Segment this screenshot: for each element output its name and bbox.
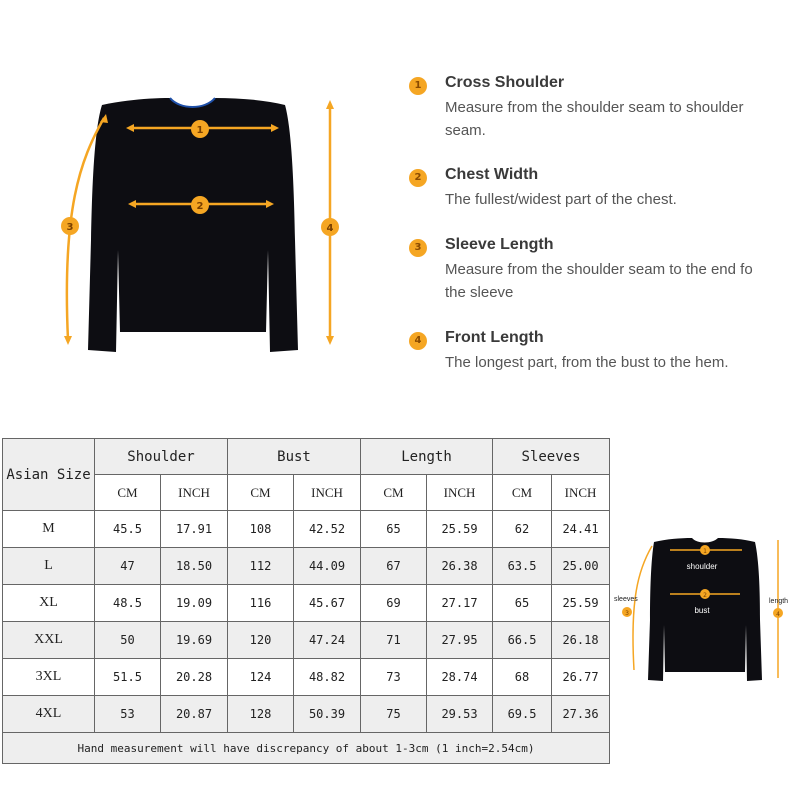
table-cell: 66.5 xyxy=(493,622,552,659)
table-cell: 112 xyxy=(228,548,294,585)
mini-label-length: length xyxy=(769,598,789,605)
size-chart-table xyxy=(2,438,610,764)
table-cell: 50 xyxy=(95,622,161,659)
table-cell: 26.77 xyxy=(552,659,610,696)
table-cell: 20.28 xyxy=(161,659,228,696)
number-badge: 1 xyxy=(409,77,427,95)
table-cell: 18.50 xyxy=(161,548,228,585)
unit-header: INCH xyxy=(552,475,610,511)
table-cell: 65 xyxy=(493,585,552,622)
table-cell: 51.5 xyxy=(95,659,161,696)
table-cell: 62 xyxy=(493,511,552,548)
table-cell: 28.74 xyxy=(427,659,493,696)
unit-header: CM xyxy=(493,475,552,511)
bust-header: Bust xyxy=(228,439,361,475)
size-label: 3XL xyxy=(3,659,95,696)
marker-shoulder xyxy=(191,120,209,138)
table-cell: 27.95 xyxy=(427,622,493,659)
table-cell: 50.39 xyxy=(294,696,361,733)
size-label: XXL xyxy=(3,622,95,659)
measurement-note: Hand measurement will have discrepancy of about 1-3cm (1 inch=2.54cm) xyxy=(3,733,610,764)
table-cell: 26.38 xyxy=(427,548,493,585)
table-cell: 73 xyxy=(361,659,427,696)
size-label: L xyxy=(3,548,95,585)
size-table-body xyxy=(3,511,610,733)
unit-header: CM xyxy=(228,475,294,511)
table-cell: 29.53 xyxy=(427,696,493,733)
table-cell: 27.17 xyxy=(427,585,493,622)
table-cell: 124 xyxy=(228,659,294,696)
guide-description: Measure from the shoulder seam to shoulder seam. xyxy=(445,99,744,139)
guide-title: Cross Shoulder xyxy=(445,74,565,91)
sleeves-header: Sleeves xyxy=(493,439,610,475)
table-cell: 26.18 xyxy=(552,622,610,659)
table-row xyxy=(3,696,610,733)
table-cell: 19.09 xyxy=(161,585,228,622)
marker-label-4: 4 xyxy=(326,223,334,234)
marker-label-1: 1 xyxy=(196,125,204,136)
mini-marker-3: 3 xyxy=(625,610,629,617)
shirt-silhouette xyxy=(88,98,298,352)
table-cell: 45.5 xyxy=(95,511,161,548)
unit-header: CM xyxy=(361,475,427,511)
guide-title: Front Length xyxy=(445,329,544,346)
table-cell: 25.59 xyxy=(552,585,610,622)
table-row xyxy=(3,585,610,622)
unit-header: INCH xyxy=(427,475,493,511)
number-badge: 3 xyxy=(409,239,427,257)
shirt-measurement-diagram xyxy=(30,70,370,370)
unit-header: INCH xyxy=(294,475,361,511)
mini-label-bust: bust xyxy=(694,606,710,615)
table-cell: 69.5 xyxy=(493,696,552,733)
length-header: Length xyxy=(361,439,493,475)
mini-label-shoulder: shoulder xyxy=(686,562,718,571)
table-cell: 47 xyxy=(95,548,161,585)
marker-chest xyxy=(191,196,209,214)
asian-size-header: Asian Size xyxy=(3,439,95,511)
table-cell: 20.87 xyxy=(161,696,228,733)
mini-shirt-diagram xyxy=(612,530,798,695)
table-cell: 48.82 xyxy=(294,659,361,696)
table-cell: 65 xyxy=(361,511,427,548)
table-cell: 116 xyxy=(228,585,294,622)
table-cell: 19.69 xyxy=(161,622,228,659)
size-label: M xyxy=(3,511,95,548)
size-label: XL xyxy=(3,585,95,622)
guide-description: The longest part, from the bust to the hem. xyxy=(445,354,729,371)
marker-length xyxy=(321,218,339,236)
table-cell: 48.5 xyxy=(95,585,161,622)
guide-description: The fullest/widest part of the chest. xyxy=(445,191,677,208)
table-cell: 27.36 xyxy=(552,696,610,733)
table-cell: 17.91 xyxy=(161,511,228,548)
table-cell: 68 xyxy=(493,659,552,696)
table-cell: 120 xyxy=(228,622,294,659)
mini-marker-2: 2 xyxy=(703,592,707,599)
table-cell: 42.52 xyxy=(294,511,361,548)
unit-header: CM xyxy=(95,475,161,511)
table-cell: 53 xyxy=(95,696,161,733)
table-cell: 69 xyxy=(361,585,427,622)
table-cell: 71 xyxy=(361,622,427,659)
guide-title: Sleeve Length xyxy=(445,236,554,253)
table-cell: 75 xyxy=(361,696,427,733)
table-cell: 108 xyxy=(228,511,294,548)
marker-label-2: 2 xyxy=(196,201,204,212)
mini-marker-4: 4 xyxy=(776,611,780,618)
size-label: 4XL xyxy=(3,696,95,733)
table-cell: 44.09 xyxy=(294,548,361,585)
table-cell: 25.00 xyxy=(552,548,610,585)
number-badge: 4 xyxy=(409,332,427,350)
table-row xyxy=(3,511,610,548)
table-row xyxy=(3,659,610,696)
marker-sleeve xyxy=(61,217,79,235)
table-cell: 128 xyxy=(228,696,294,733)
table-cell: 63.5 xyxy=(493,548,552,585)
number-badge: 2 xyxy=(409,169,427,187)
unit-header: INCH xyxy=(161,475,228,511)
table-cell: 67 xyxy=(361,548,427,585)
guide-title: Chest Width xyxy=(445,166,539,183)
mini-label-sleeves: sleeves xyxy=(614,596,638,603)
table-cell: 47.24 xyxy=(294,622,361,659)
table-cell: 24.41 xyxy=(552,511,610,548)
table-cell: 45.67 xyxy=(294,585,361,622)
table-cell: 25.59 xyxy=(427,511,493,548)
table-row xyxy=(3,622,610,659)
marker-label-3: 3 xyxy=(66,222,74,233)
mini-marker-1: 1 xyxy=(703,548,707,555)
guide-description: Measure from the shoulder seam to the end fo the sleeve xyxy=(445,261,753,301)
table-row xyxy=(3,548,610,585)
shoulder-header: Shoulder xyxy=(95,439,228,475)
